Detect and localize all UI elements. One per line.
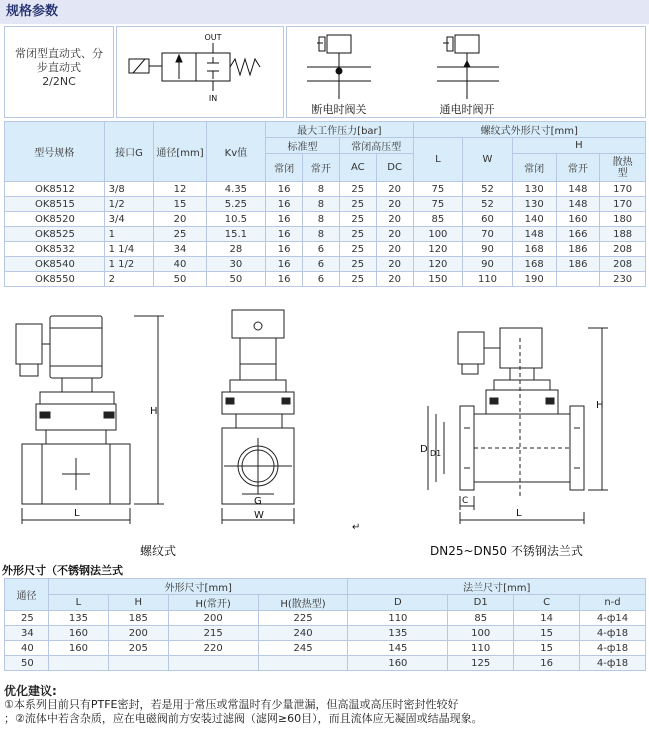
section-title: 规格参数 bbox=[0, 0, 649, 24]
threaded-valve-side-drawing bbox=[16, 316, 164, 524]
dimension-drawings bbox=[0, 298, 649, 538]
col-no: 常开 bbox=[303, 154, 340, 182]
table-cell: 110 bbox=[448, 641, 514, 656]
flange-col-H: H bbox=[108, 595, 168, 611]
table-cell: 1 bbox=[104, 227, 154, 242]
symbol-out-label: OUT bbox=[204, 33, 222, 42]
table-cell: 52 bbox=[463, 197, 513, 212]
table-cell: 5.25 bbox=[206, 197, 266, 212]
table-cell: 215 bbox=[168, 626, 258, 641]
table-cell: 16 bbox=[266, 227, 303, 242]
col-dc: DC bbox=[376, 154, 413, 182]
table-cell: 130 bbox=[512, 197, 556, 212]
dim-C-label: C bbox=[462, 496, 469, 506]
table-cell: 85 bbox=[448, 611, 514, 626]
col-ac: AC bbox=[339, 154, 376, 182]
col-model: 型号规格 bbox=[5, 122, 105, 182]
table-cell: 6 bbox=[303, 257, 340, 272]
table-cell: 160 bbox=[48, 641, 108, 656]
flange-col-dims: 外形尺寸[mm] bbox=[48, 579, 348, 595]
valve-state-graphic bbox=[287, 27, 647, 119]
table-cell: 15 bbox=[514, 641, 580, 656]
table-cell: 110 bbox=[463, 272, 513, 287]
table-cell: 40 bbox=[5, 641, 49, 656]
table-cell: 25 bbox=[339, 182, 376, 197]
table-row bbox=[5, 182, 646, 197]
caption-power-on-open: 通电时阀开 bbox=[439, 103, 495, 116]
col-bore: 通径[mm] bbox=[154, 122, 206, 182]
table-cell: 200 bbox=[168, 611, 258, 626]
table-cell: 50 bbox=[206, 272, 266, 287]
table-cell: OK8532 bbox=[5, 242, 105, 257]
notes-title: 优化建议: bbox=[4, 684, 57, 698]
table-cell: 166 bbox=[556, 227, 600, 242]
table-cell: 185 bbox=[108, 611, 168, 626]
table-cell: 14 bbox=[514, 611, 580, 626]
table-cell: OK8540 bbox=[5, 257, 105, 272]
table-cell: 4.35 bbox=[206, 182, 266, 197]
table-cell: 208 bbox=[600, 242, 646, 257]
table-cell: 160 bbox=[348, 656, 448, 671]
type-line-3: 2/2NC bbox=[42, 75, 76, 88]
table-cell: 150 bbox=[413, 272, 463, 287]
col-standard: 标准型 bbox=[266, 138, 340, 154]
table-cell: 160 bbox=[48, 626, 108, 641]
table-cell: 148 bbox=[512, 227, 556, 242]
dim-H-label-2: H bbox=[596, 400, 604, 411]
table-cell: 1 1/4 bbox=[104, 242, 154, 257]
flange-col-L: L bbox=[48, 595, 108, 611]
table-cell: 1/2 bbox=[104, 197, 154, 212]
table-cell: OK8525 bbox=[5, 227, 105, 242]
table-cell: 25 bbox=[154, 227, 206, 242]
table-cell: 140 bbox=[512, 212, 556, 227]
table-cell bbox=[258, 656, 348, 671]
table-cell: 16 bbox=[266, 242, 303, 257]
table-row bbox=[5, 257, 646, 272]
table-cell: 25 bbox=[339, 272, 376, 287]
col-W: W bbox=[463, 138, 513, 182]
table-cell: 16 bbox=[266, 182, 303, 197]
table-cell: 28 bbox=[206, 242, 266, 257]
spec-table-body bbox=[5, 182, 646, 287]
col-port: 接口G bbox=[104, 122, 154, 182]
table-cell: OK8515 bbox=[5, 197, 105, 212]
table-cell: 8 bbox=[303, 197, 340, 212]
table-cell: 25 bbox=[339, 227, 376, 242]
table-cell: 186 bbox=[556, 257, 600, 272]
type-line-1: 常闭型直动式、分 bbox=[15, 47, 103, 60]
note-line-1: ①本系列目前只有PTFE密封，若是用于常压或常温时有少量泄漏，但高温或高压时密封性较好 bbox=[4, 698, 459, 711]
flange-col-Hheat: H(散热型) bbox=[258, 595, 348, 611]
table-row bbox=[5, 242, 646, 257]
table-cell: 25 bbox=[339, 242, 376, 257]
table-cell: 12 bbox=[154, 182, 206, 197]
table-cell: 16 bbox=[266, 257, 303, 272]
table-cell: 135 bbox=[348, 626, 448, 641]
table-cell: 20 bbox=[154, 212, 206, 227]
table-row bbox=[5, 227, 646, 242]
table-cell: 15 bbox=[154, 197, 206, 212]
table-cell: 168 bbox=[512, 242, 556, 257]
col-dims: 螺纹式外形尺寸[mm] bbox=[413, 122, 645, 138]
valve-symbol-2-2nc bbox=[116, 26, 284, 118]
table-cell: 10.5 bbox=[206, 212, 266, 227]
table-cell: 75 bbox=[413, 182, 463, 197]
col-H: H bbox=[512, 138, 645, 154]
table-cell: 6 bbox=[303, 272, 340, 287]
col-H-heat bbox=[600, 154, 646, 182]
symbol-in-label: IN bbox=[208, 94, 218, 103]
table-cell: 168 bbox=[512, 257, 556, 272]
caption-flange: DN25~DN50 不锈钢法兰式 bbox=[430, 544, 583, 558]
table-cell: 52 bbox=[463, 182, 513, 197]
table-cell: 4-ф18 bbox=[580, 656, 646, 671]
table-cell: OK8550 bbox=[5, 272, 105, 287]
table-cell: OK8512 bbox=[5, 182, 105, 197]
table-cell: 180 bbox=[600, 212, 646, 227]
table-cell: 120 bbox=[413, 242, 463, 257]
notes-block bbox=[4, 684, 644, 726]
flange-table-body bbox=[5, 611, 646, 671]
note-line-2: ；②流体中若含杂质，应在电磁阀前方安装过滤阀（滤网≥60目），而且流体应无凝固或结晶现象。 bbox=[4, 712, 483, 725]
table-cell: 20 bbox=[376, 197, 413, 212]
valve-symbol-graphic bbox=[117, 27, 285, 119]
flange-section-title: 外形尺寸（不锈钢法兰式 bbox=[2, 564, 123, 577]
table-cell: 245 bbox=[258, 641, 348, 656]
table-cell: 220 bbox=[168, 641, 258, 656]
return-mark: ↵ bbox=[352, 522, 361, 533]
valve-type-label bbox=[4, 26, 114, 118]
table-cell: 1 1/2 bbox=[104, 257, 154, 272]
table-cell: 15.1 bbox=[206, 227, 266, 242]
table-cell bbox=[168, 656, 258, 671]
table-cell: 186 bbox=[556, 242, 600, 257]
col-H-heat-line1: 散热 bbox=[612, 156, 633, 168]
table-cell: 4-ф14 bbox=[580, 611, 646, 626]
col-H-nc: 常闭 bbox=[512, 154, 556, 182]
table-cell: 125 bbox=[448, 656, 514, 671]
table-row bbox=[5, 272, 646, 287]
table-cell: 100 bbox=[448, 626, 514, 641]
flange-col-Hno: H(常开) bbox=[168, 595, 258, 611]
table-cell: 20 bbox=[376, 272, 413, 287]
table-cell: 200 bbox=[108, 626, 168, 641]
dim-G-label: G bbox=[254, 496, 262, 507]
table-cell: 145 bbox=[348, 641, 448, 656]
caption-threaded: 螺纹式 bbox=[140, 544, 177, 558]
table-row bbox=[5, 656, 646, 671]
col-L: L bbox=[413, 138, 463, 182]
table-cell: 120 bbox=[413, 257, 463, 272]
table-cell: 188 bbox=[600, 227, 646, 242]
table-row bbox=[5, 641, 646, 656]
table-cell: 90 bbox=[463, 242, 513, 257]
table-cell: 190 bbox=[512, 272, 556, 287]
table-cell: 60 bbox=[463, 212, 513, 227]
table-cell: 50 bbox=[154, 272, 206, 287]
table-cell bbox=[48, 656, 108, 671]
table-cell: 3/4 bbox=[104, 212, 154, 227]
valve-state-illustrations bbox=[286, 26, 646, 118]
table-cell bbox=[556, 272, 600, 287]
table-cell: 25 bbox=[339, 257, 376, 272]
flange-col-C: C bbox=[514, 595, 580, 611]
col-pressure: 最大工作压力[bar] bbox=[266, 122, 413, 138]
flange-col-flange: 法兰尺寸[mm] bbox=[348, 579, 646, 595]
table-cell: 4-ф18 bbox=[580, 641, 646, 656]
table-cell: 20 bbox=[376, 242, 413, 257]
table-cell: 16 bbox=[266, 197, 303, 212]
table-cell: 2 bbox=[104, 272, 154, 287]
valve-type-row bbox=[4, 26, 646, 118]
spec-table bbox=[4, 121, 646, 287]
table-cell: 70 bbox=[463, 227, 513, 242]
table-cell: 40 bbox=[154, 257, 206, 272]
flange-col-nd: n-d bbox=[580, 595, 646, 611]
table-cell: 208 bbox=[600, 257, 646, 272]
table-cell: 16 bbox=[266, 272, 303, 287]
flange-col-bore: 通径 bbox=[5, 579, 49, 611]
table-cell: 15 bbox=[514, 626, 580, 641]
table-cell: 230 bbox=[600, 272, 646, 287]
table-cell: 130 bbox=[512, 182, 556, 197]
table-cell: 240 bbox=[258, 626, 348, 641]
table-cell: 20 bbox=[376, 212, 413, 227]
table-cell: 25 bbox=[5, 611, 49, 626]
table-cell: 85 bbox=[413, 212, 463, 227]
table-cell: OK8520 bbox=[5, 212, 105, 227]
table-cell: 16 bbox=[266, 212, 303, 227]
dim-D-label: D bbox=[420, 444, 428, 455]
table-cell: 30 bbox=[206, 257, 266, 272]
table-cell: 3/8 bbox=[104, 182, 154, 197]
table-cell: 170 bbox=[600, 182, 646, 197]
table-cell: 75 bbox=[413, 197, 463, 212]
table-cell bbox=[108, 656, 168, 671]
table-cell: 8 bbox=[303, 182, 340, 197]
dim-H-label-1: H bbox=[150, 406, 158, 417]
table-cell: 148 bbox=[556, 197, 600, 212]
dim-L-label-2: L bbox=[516, 508, 522, 519]
table-cell: 34 bbox=[5, 626, 49, 641]
type-line-2: 步直动式 bbox=[37, 61, 81, 74]
caption-power-off-closed: 断电时阀关 bbox=[311, 103, 367, 116]
table-cell: 148 bbox=[556, 182, 600, 197]
table-row bbox=[5, 197, 646, 212]
table-cell: 170 bbox=[600, 197, 646, 212]
table-cell: 20 bbox=[376, 227, 413, 242]
dim-L-label-1: L bbox=[74, 508, 80, 519]
flange-table bbox=[4, 578, 646, 671]
col-nc: 常闭 bbox=[266, 154, 303, 182]
table-cell: 90 bbox=[463, 257, 513, 272]
col-H-no: 常开 bbox=[556, 154, 600, 182]
table-row bbox=[5, 626, 646, 641]
dim-W-label: W bbox=[254, 510, 264, 521]
table-cell: 16 bbox=[514, 656, 580, 671]
table-cell: 34 bbox=[154, 242, 206, 257]
table-cell: 225 bbox=[258, 611, 348, 626]
table-cell: 50 bbox=[5, 656, 49, 671]
table-cell: 20 bbox=[376, 182, 413, 197]
col-H-heat-line2: 型 bbox=[617, 167, 628, 179]
flange-col-D1: D1 bbox=[448, 595, 514, 611]
flange-valve-side-drawing bbox=[428, 328, 608, 524]
table-cell: 25 bbox=[339, 197, 376, 212]
table-cell: 20 bbox=[376, 257, 413, 272]
table-cell: 4-ф18 bbox=[580, 626, 646, 641]
table-cell: 135 bbox=[48, 611, 108, 626]
col-kv: Kv值 bbox=[206, 122, 266, 182]
table-cell: 8 bbox=[303, 212, 340, 227]
table-cell: 205 bbox=[108, 641, 168, 656]
table-cell: 6 bbox=[303, 242, 340, 257]
table-cell: 110 bbox=[348, 611, 448, 626]
table-cell: 100 bbox=[413, 227, 463, 242]
table-row bbox=[5, 212, 646, 227]
dim-D1-label: D1 bbox=[430, 449, 442, 458]
table-cell: 160 bbox=[556, 212, 600, 227]
col-hp-nc: 常闭高压型 bbox=[339, 138, 413, 154]
table-cell: 25 bbox=[339, 212, 376, 227]
threaded-valve-front-drawing bbox=[222, 310, 294, 524]
table-row bbox=[5, 611, 646, 626]
flange-col-D: D bbox=[348, 595, 448, 611]
table-cell: 8 bbox=[303, 227, 340, 242]
